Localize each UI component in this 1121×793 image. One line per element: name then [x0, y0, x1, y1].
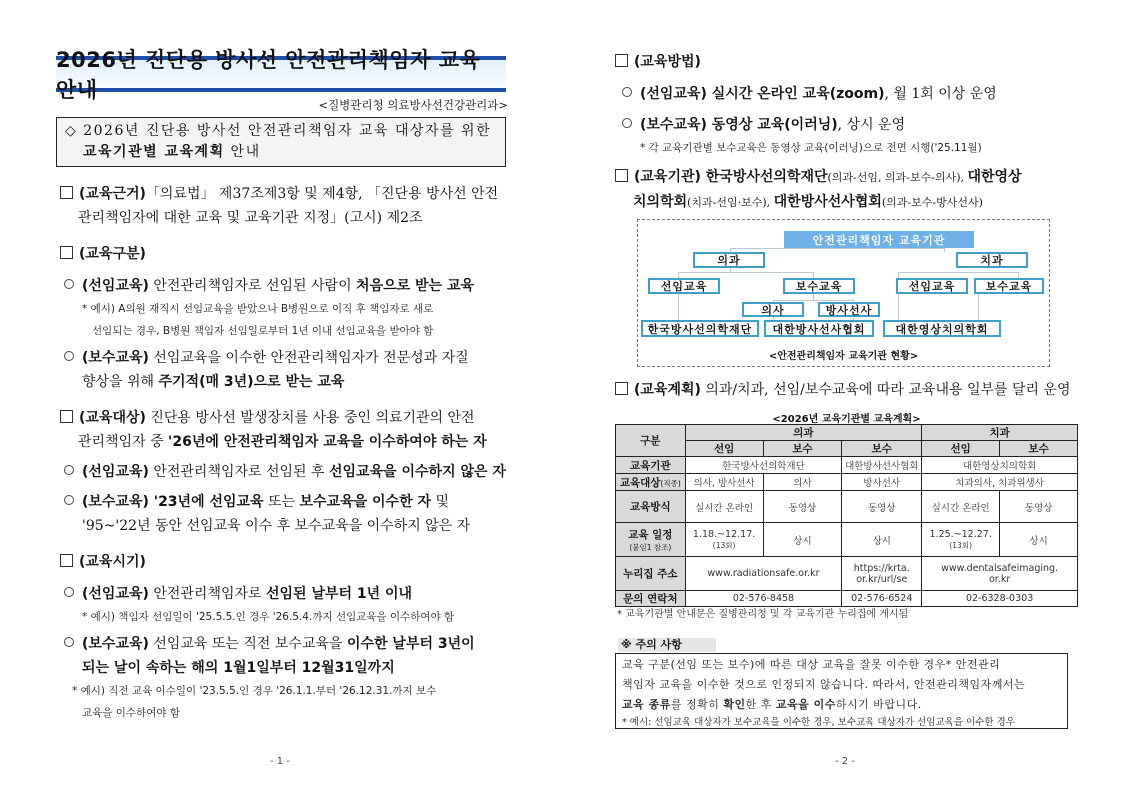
header-col: 선임: [685, 441, 763, 457]
table-row: [616, 557, 1078, 591]
institution-name: 대한영상: [967, 169, 1022, 185]
website-link[interactable]: [922, 557, 1078, 591]
item-note: * 예시) A의원 재직시 선임교육을 받았으나 B병원으로 이직 후 책임자로 새로: [82, 303, 434, 315]
table-note: * 교육기관별 안내문은 질병관리청 및 각 교육기관 누리집에 게시됨: [617, 609, 909, 620]
checkbox-square-icon: [60, 246, 73, 259]
table-cell: 동영상: [1000, 491, 1078, 523]
intro-box: [56, 117, 506, 167]
item-label: (보수교육): [82, 350, 149, 366]
item-bold: 보수교육을 이수한 자: [299, 494, 431, 510]
item-bold: 선임교육을 이수하지 않은 자: [329, 464, 506, 480]
item-label: (선임교육): [82, 464, 149, 480]
item-note: * 각 교육기관별 보수교육은 동영상 교육(이러닝)으로 전면 시행('25.11월): [640, 142, 982, 154]
chart-node-inst-krta: 대한방사선사협회: [764, 320, 874, 337]
website-link[interactable]: [842, 557, 922, 591]
circle-bullet-icon: [64, 637, 74, 647]
target-line1: 진단용 방사선 발생장치를 사용 중인 의료기관의 안전: [145, 410, 475, 426]
row-label-small: (직종): [660, 478, 681, 488]
item-label: (선임교육): [82, 586, 149, 602]
chart-node-medical: 의과: [693, 252, 765, 268]
basis-line1: 「의료법」 제37조제3항 및 제4항, 「진단용 방사선 안전: [145, 186, 499, 202]
item-text: 향상을 위해: [82, 374, 159, 390]
institution-note: (치과-선임·보수),: [687, 196, 774, 209]
target-bold: '26년에 안전관리책임자 교육을 이수하여야 하는 자: [168, 434, 487, 450]
table-cell: 동영상: [763, 491, 842, 523]
table-cell: 의사: [763, 474, 842, 491]
section-basis: [60, 182, 520, 230]
header-col: 보수: [1000, 441, 1078, 457]
item-text: 또는: [263, 494, 300, 510]
table-cell: 동영상: [842, 491, 922, 523]
education-plan-table: [615, 424, 1078, 607]
table-row: [616, 491, 1078, 523]
section-plan: [615, 378, 1085, 402]
item-label: (선임교육): [640, 86, 707, 102]
item-label: (보수교육): [640, 117, 707, 133]
caution-line: 책임자 교육을 이수한 것으로 인정되지 않습니다. 따라서, 안전관리책임자께서는: [622, 678, 1026, 691]
table-cell: 치과의사, 치과위생사: [922, 474, 1078, 491]
table-subheader-row: [616, 441, 1078, 457]
division-new-item: [64, 274, 524, 342]
header-col: 보수: [763, 441, 842, 457]
row-label: [616, 474, 686, 491]
document-title-bar: [56, 48, 506, 102]
item-text: 및: [431, 494, 449, 510]
circle-bullet-icon: [64, 351, 74, 361]
header-col: 선임: [922, 441, 1000, 457]
table-cell: 02-6328-0303: [922, 591, 1078, 607]
division-refresh-item: [64, 346, 524, 394]
section-label: (교육구분): [79, 246, 146, 262]
url-part: https://krta.: [853, 562, 910, 574]
caution-heading: ※ 주의 사항: [618, 638, 716, 652]
table-cell: 상시: [1000, 523, 1078, 557]
caution-box: [615, 653, 1068, 729]
document-title: 2026년 진단용 방사선 안전관리책임자 교육 안내: [56, 48, 481, 102]
row-label-text: 교육대상: [619, 476, 661, 489]
item-bold: 실시간 온라인 교육(zoom): [706, 86, 885, 102]
item-note: * 예시) 책임자 선임일이 '25.5.5.인 경우 '26.5.4.까지 선임교육을 이수하여야 함: [82, 611, 455, 623]
institution-note: (의과-선임, 의과-보수-의사),: [827, 171, 968, 184]
intro-line1: 2026년 진단용 방사선 안전관리책임자 교육 대상자를 위한: [83, 123, 492, 139]
url-part: or.kr/url/se: [856, 573, 908, 585]
section-target: [60, 406, 520, 454]
item-bold: 이수한 날부터 3년이: [346, 636, 475, 652]
item-note: * 예시) 직전 교육 이수일이 '23.5.5.인 경우 '26.1.1.부터 '26.12.31.까지 보수: [72, 685, 437, 697]
header-dental: 치과: [922, 425, 1078, 441]
table-cell: 방사선사: [842, 474, 922, 491]
target-refresh-item: [64, 490, 524, 538]
caution-text: 를 정확히: [670, 698, 724, 711]
chart-caption: <안전관리책임자 교육기관 현황>: [768, 351, 919, 362]
method-new-item: [622, 82, 1082, 106]
institution-name: 대한방사선사협회: [773, 194, 882, 210]
table-cell: 한국방사선의학재단: [685, 457, 842, 474]
row-label: 교육방식: [616, 491, 686, 523]
row-label: [616, 523, 686, 557]
item-bold: 동영상 교육(이러닝): [706, 117, 838, 133]
item-bold: 되는 날이 속하는 해의 1월1일부터 12월31일까지: [82, 660, 395, 676]
table-row: [616, 523, 1078, 557]
plan-text: 의과/치과, 선임/보수교육에 따라 교육내용 일부를 달리 운영: [700, 382, 1071, 398]
section-label: (교육시기): [79, 554, 146, 570]
circle-bullet-icon: [622, 87, 632, 97]
chart-node-dental-new: 선임교육: [896, 278, 968, 294]
item-text: 안전관리책임자로: [148, 586, 266, 602]
section-label: (교육근거): [79, 186, 146, 202]
schedule-count: (13회): [949, 540, 972, 550]
table-cell: 대한방사선사협회: [842, 457, 922, 474]
table-cell: 02-576-8458: [685, 591, 842, 607]
item-text: , 상시 운영: [837, 117, 906, 133]
section-label: (교육계획): [634, 382, 701, 398]
caution-bold: 확인: [723, 698, 746, 711]
item-label: (보수교육): [82, 636, 149, 652]
chart-node-dental-refresh: 보수교육: [974, 278, 1044, 294]
circle-bullet-icon: [64, 587, 74, 597]
item-bold: 선임된 날부터 1년 이내: [266, 586, 413, 602]
row-label: 교육기관: [616, 457, 686, 474]
item-bold: 주기적(매 3년)으로 받는 교육: [158, 374, 345, 390]
caution-bold: 교육 종류: [622, 698, 671, 711]
url-part: www.dentalsafeimaging.: [941, 562, 1059, 574]
schedule-range: 1.18.~12.17.: [692, 528, 756, 540]
item-label: (보수교육): [82, 494, 149, 510]
page-number: - 1 -: [270, 756, 290, 767]
circle-bullet-icon: [622, 118, 632, 128]
schedule-range: 1.25.~12.27.: [929, 528, 992, 540]
item-text: 선임교육 또는 직전 보수교육을: [148, 636, 347, 652]
table-cell: 상시: [763, 523, 842, 557]
item-bold: '23년에 선임교육: [148, 494, 264, 510]
institution-name: 한국방사선의학재단: [700, 169, 828, 185]
item-note: 교육을 이수하여야 함: [82, 707, 180, 719]
section-institutions: [615, 165, 1085, 215]
checkbox-square-icon: [615, 169, 628, 182]
item-text: 안전관리책임자로 선임된 사람이: [148, 278, 357, 294]
checkbox-square-icon: [60, 186, 73, 199]
row-label: 누리집 주소: [616, 557, 686, 591]
chart-node-inst-krmf: 한국방사선의학재단: [641, 320, 759, 337]
chart-node-medical-new: 선임교육: [648, 278, 720, 294]
header-category: 구분: [616, 425, 686, 457]
intro-bold: 교육기관별 교육계획: [83, 144, 225, 160]
caution-example: * 예시: 선임교육 대상자가 보수교육을 이수한 경우, 보수교육 대상자가 선임교육을 이수한 경우: [622, 717, 1015, 728]
item-line2: '95~'22년 동안 선임교육 이수 후 보수교육을 이수하지 않은 자: [82, 518, 471, 534]
table-header-row: [616, 425, 1078, 441]
section-label: (교육기관): [634, 169, 701, 185]
intro-rest: 안내: [224, 144, 261, 160]
chart-node-doctor: 의사: [742, 302, 804, 317]
chart-node-dental: 치과: [956, 252, 1028, 268]
caution-line: 교육 구분(선임 또는 보수)에 따른 대상 교육을 잘못 이수한 경우* 안전관리: [622, 658, 1001, 671]
checkbox-square-icon: [615, 54, 628, 67]
target-line2: 관리책임자 중: [78, 434, 169, 450]
table-caption: <2026년 교육기관별 교육계획>: [772, 414, 921, 425]
website-link[interactable]: www.radiationsafe.or.kr: [685, 557, 842, 591]
chart-node-radiographer: 방사선사: [818, 302, 880, 317]
caution-text: 한 후: [745, 698, 776, 711]
item-bold: 처음으로 받는 교육: [356, 278, 474, 294]
header-medical: 의과: [685, 425, 922, 441]
diamond-icon: ◇: [65, 123, 78, 139]
caution-text: 하시기 바랍니다.: [835, 698, 922, 711]
item-text: , 월 1회 이상 운영: [884, 86, 997, 102]
schedule-count: (13회): [712, 540, 736, 550]
table-cell: 실시간 온라인: [685, 491, 763, 523]
checkbox-square-icon: [60, 554, 73, 567]
table-row: [616, 474, 1078, 491]
circle-bullet-icon: [64, 279, 74, 289]
chart-root-node: 안전관리책임자 교육기관: [784, 231, 974, 248]
section-method: [615, 50, 1085, 74]
page-number: - 2 -: [835, 756, 855, 767]
header-col: 보수: [842, 441, 922, 457]
row-label-text: 교육 일정: [628, 528, 673, 541]
item-text: 안전관리책임자로 선임된 후: [148, 464, 329, 480]
chart-node-medical-refresh: 보수교육: [783, 278, 855, 294]
chart-node-inst-dental: 대한영상치의학회: [883, 320, 1001, 337]
table-cell: 의사, 방사선사: [685, 474, 763, 491]
table-cell: 02-576-6524: [842, 591, 922, 607]
table-cell: [922, 523, 1000, 557]
section-label: (교육방법): [634, 54, 701, 70]
table-cell: 상시: [842, 523, 922, 557]
section-division: [60, 242, 520, 266]
checkbox-square-icon: [60, 410, 73, 423]
table-cell: 대한영상치의학회: [922, 457, 1078, 474]
institution-org-chart: [637, 219, 1050, 367]
item-text: 선임교육을 이수한 안전관리책임자가 전문성과 자질: [148, 350, 469, 366]
method-refresh-item: [622, 113, 1082, 159]
checkbox-square-icon: [615, 382, 628, 395]
circle-bullet-icon: [64, 465, 74, 475]
target-new-item: [64, 460, 524, 484]
table-cell: 실시간 온라인: [922, 491, 1000, 523]
url-part: or.kr: [988, 573, 1011, 585]
timing-refresh-item: [64, 632, 524, 724]
table-cell: [685, 523, 763, 557]
table-row: [616, 457, 1078, 474]
institution-note: (의과-보수-방사선사): [881, 196, 983, 209]
caution-bold: 교육을 이수: [775, 698, 836, 711]
row-label-small: (붙임1 참조): [629, 542, 672, 552]
section-timing: [60, 550, 520, 574]
section-label: (교육대상): [79, 410, 146, 426]
item-note: 선임되는 경우, B병원 책임자 선임일로부터 1년 이내 선임교육을 받아야 함: [92, 325, 434, 337]
basis-line2: 관리책임자에 대한 교육 및 교육기관 지정」(고시) 제2조: [78, 210, 423, 226]
row-label: 문의 연락처: [616, 591, 686, 607]
item-label: (선임교육): [82, 278, 149, 294]
circle-bullet-icon: [64, 495, 74, 505]
page-1: [0, 0, 560, 793]
institution-name: 치의학회: [633, 194, 688, 210]
timing-new-item: [64, 582, 524, 628]
department-label: <질병관리청 의료방사선건강관리과>: [318, 98, 508, 112]
